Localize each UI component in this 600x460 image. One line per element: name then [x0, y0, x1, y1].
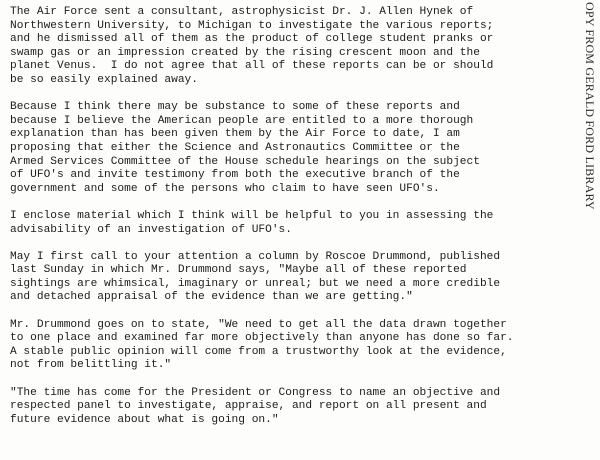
paragraph-drummond-column: May I first call to your attention a column by Roscoe Drummond, published last Sunday in which Mr. Drummond says, "Maybe all of these reported sightings are whimsical, imaginary or unreal; but we need a more credible and detached appraisal of the evidence than we are getting." — [10, 250, 501, 304]
paragraph-hearings-proposal: Because I think there may be substance to some of these reports and because I believe the American people are entitled to a more thorough explanation than has been given them by the Air Force to date, I am proposing that either the Science and Astronautics Committee or the Armed Services Committee of the House schedule hearings on the subject of UFO's and invite testimony from both the executive branch of the government and some of the persons who claim to have seen UFO's. — [10, 101, 480, 195]
paragraph-drummond-statement: Mr. Drummond goes on to state, "We need to get all the data drawn together to one place and examined far more objectively than anyone has done so far. A stable public opinion will come from a trustworthy look at the evidence, not from belittling it." — [10, 318, 514, 372]
library-stamp-text: OPY FROM GERALD FORD LIBRARY — [583, 2, 597, 210]
library-margin-stamp — [582, 2, 598, 312]
paragraph-hynek-report: The Air Force sent a consultant, astrophysicist Dr. J. Allen Hynek of Northwestern University, to Michigan to investigate the various reports; and he dismissed all of them as the product of college student pranks or swamp gas or an impression created by the rising crescent moon and the planet Venus. I do not agree that all of these reports can be or should be so easily explained away. — [10, 6, 494, 86]
letter-body — [10, 6, 565, 427]
paragraph-panel-quote: "The time has come for the President or Congress to name an objective and respected panel to investigate, appraise, and report on all present and future evidence about what is going on." — [10, 386, 501, 426]
paragraph-enclosed-material: I enclose material which I think will be helpful to you in assessing the advisability of an investigation of UFO's. — [10, 209, 494, 236]
